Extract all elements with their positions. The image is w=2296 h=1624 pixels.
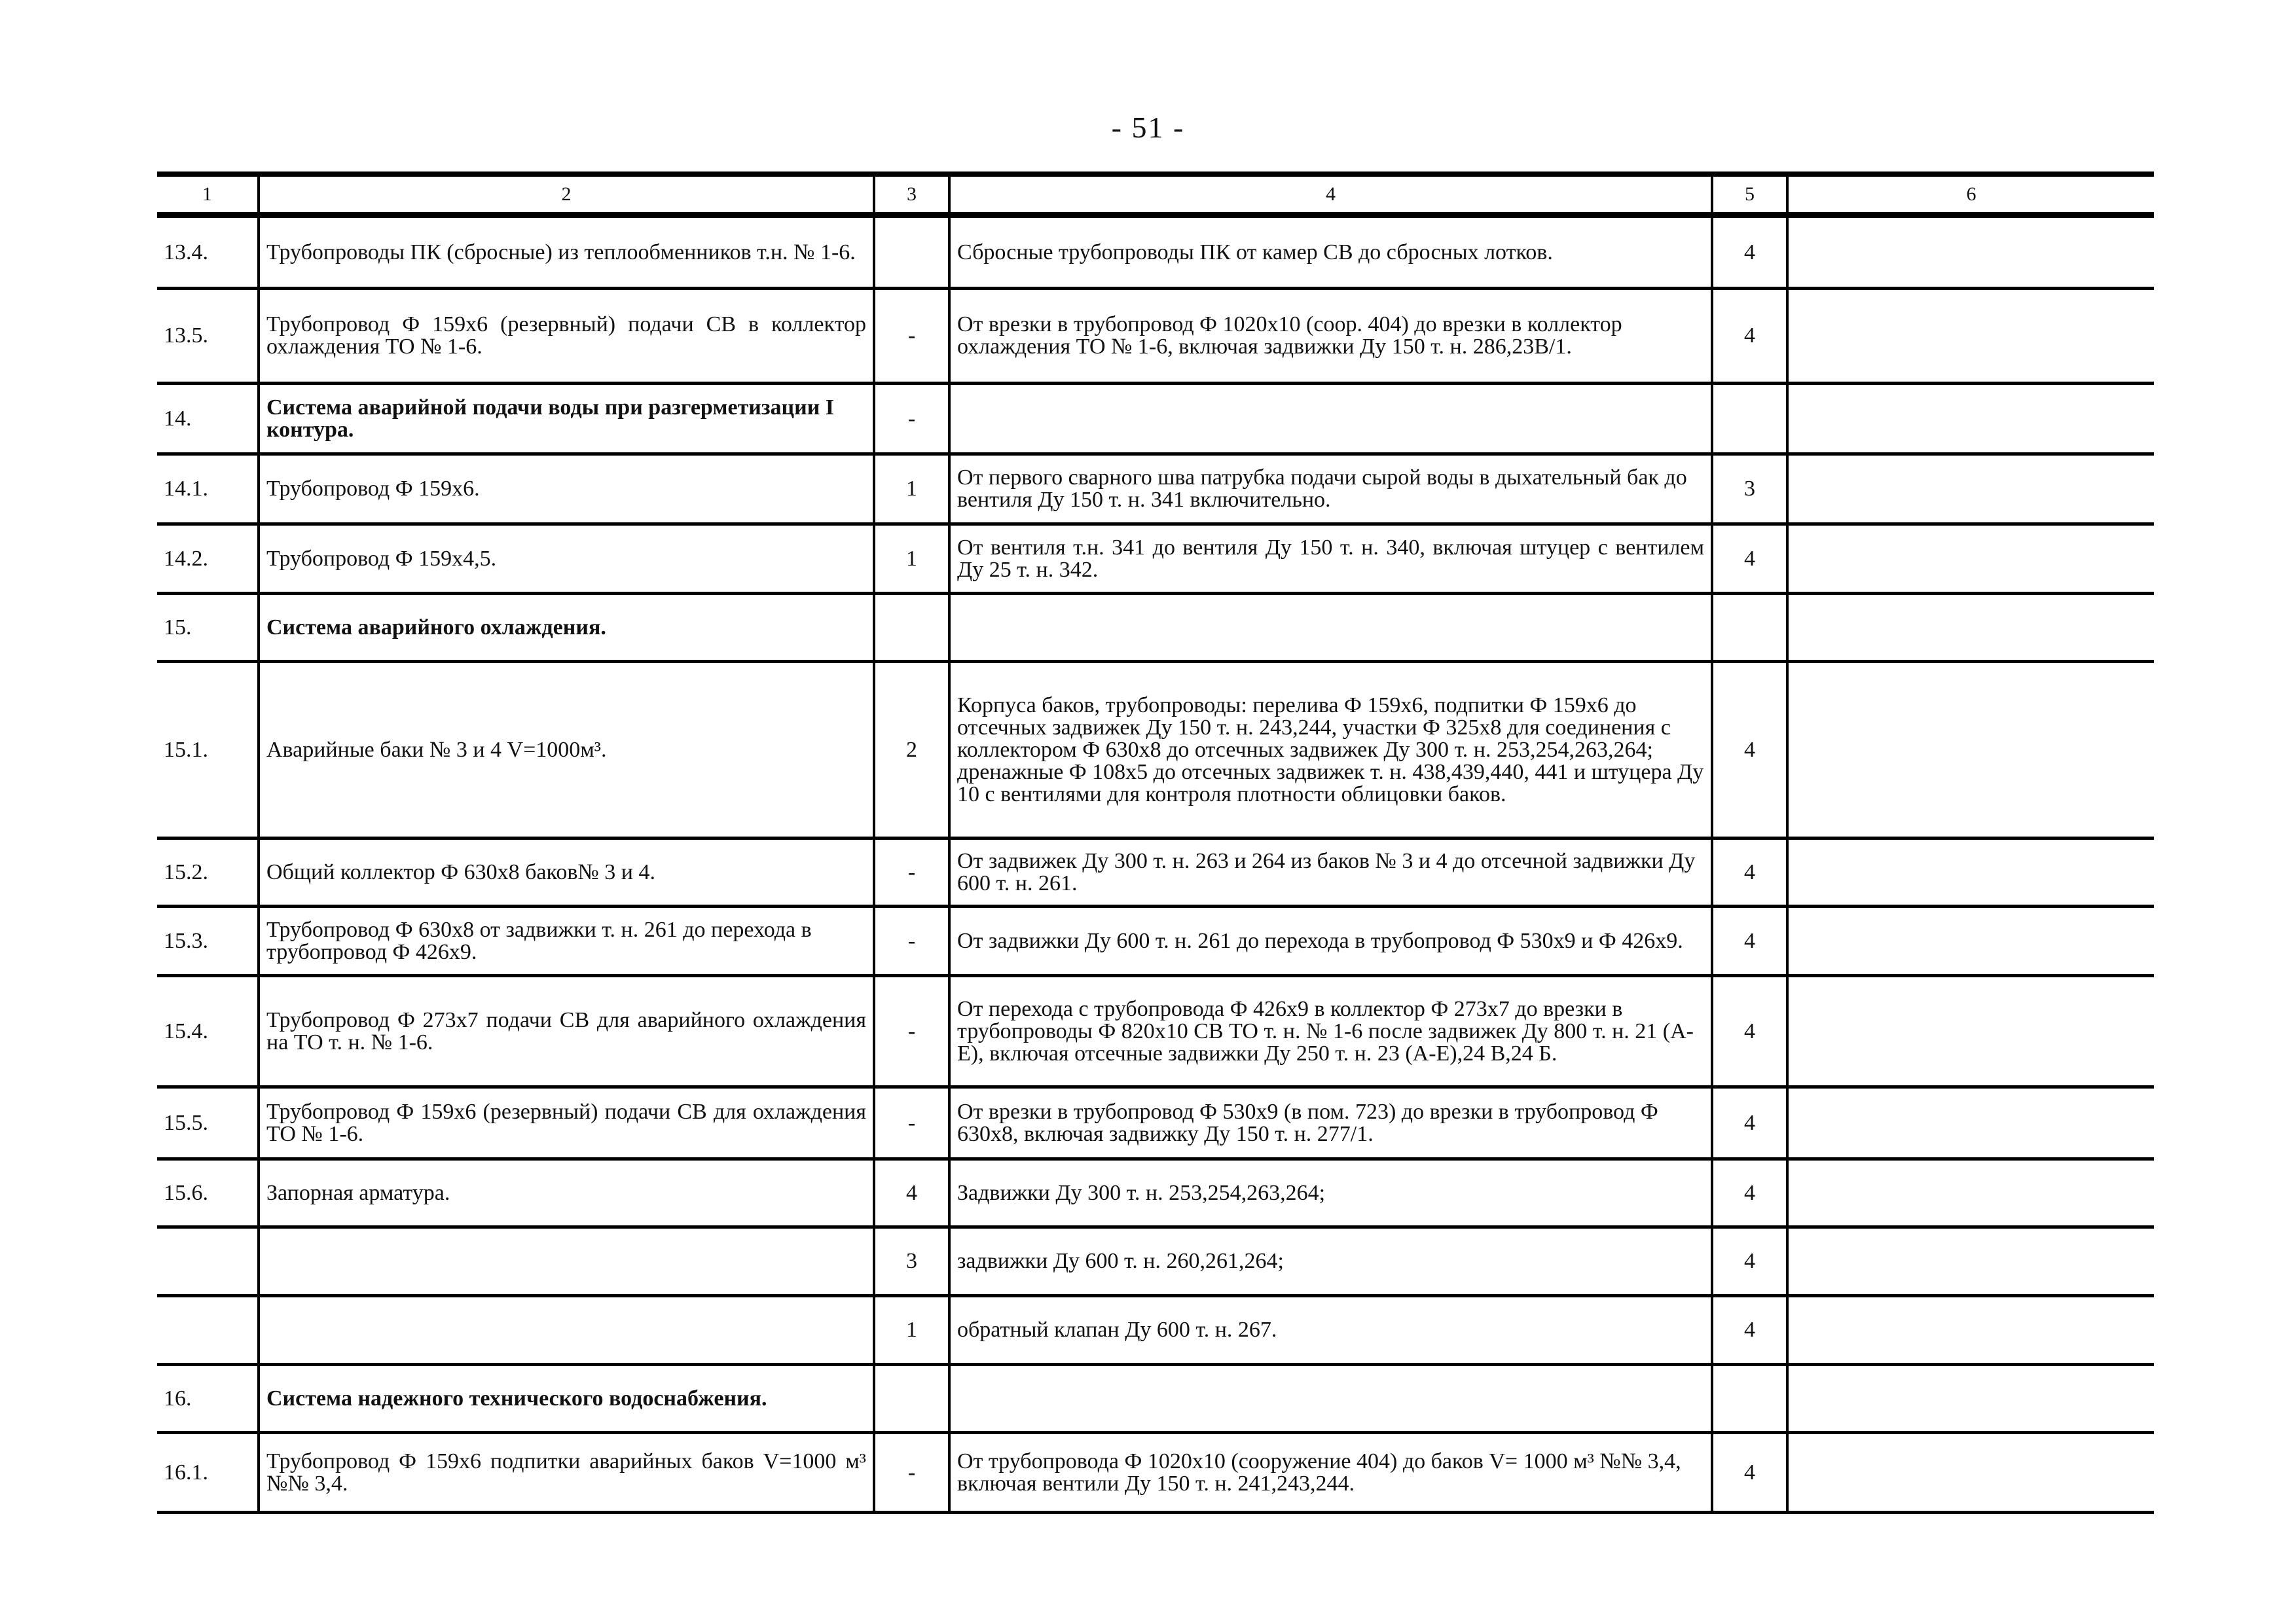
row-name xyxy=(259,1227,874,1296)
table-row xyxy=(157,454,2154,524)
row-description: обратный клапан Ду 600 т. н. 267. xyxy=(949,1296,1712,1365)
column-header: 6 xyxy=(1787,174,2154,215)
row-category: 4 xyxy=(1712,907,1787,976)
row-description xyxy=(949,384,1712,454)
row-category: 4 xyxy=(1712,1159,1787,1227)
row-name: Трубопровод Ф 159х6 (резервный) подачи СВ для охлаждения ТО № 1-6. xyxy=(259,1087,874,1159)
row-note xyxy=(1787,384,2154,454)
row-quantity: - xyxy=(874,839,949,907)
row-name: Система надежного технического водоснабжения. xyxy=(259,1365,874,1433)
page-number: - 51 - xyxy=(1111,111,1185,144)
row-number: 16. xyxy=(157,1365,259,1433)
row-number: 16.1. xyxy=(157,1433,259,1513)
row-quantity: 1 xyxy=(874,454,949,524)
table-row xyxy=(157,839,2154,907)
row-note xyxy=(1787,907,2154,976)
row-name: Трубопровод Ф 159х6 подпитки аварийных баков V=1000 м³ №№ 3,4. xyxy=(259,1433,874,1513)
row-number: 15.3. xyxy=(157,907,259,976)
row-category: 4 xyxy=(1712,662,1787,839)
row-quantity: - xyxy=(874,976,949,1087)
column-header-row xyxy=(157,174,2154,215)
row-number: 14.2. xyxy=(157,524,259,594)
row-category: 4 xyxy=(1712,1227,1787,1296)
row-description: задвижки Ду 600 т. н. 260,261,264; xyxy=(949,1227,1712,1296)
row-quantity: 3 xyxy=(874,1227,949,1296)
row-note xyxy=(1787,976,2154,1087)
row-note xyxy=(1787,524,2154,594)
row-note xyxy=(1787,662,2154,839)
table-row xyxy=(157,524,2154,594)
row-name: Трубопровод Ф 159х6 (резервный) подачи СВ в коллектор охлаждения ТО № 1-6. xyxy=(259,289,874,384)
equipment-table xyxy=(157,171,2154,1514)
table-row xyxy=(157,907,2154,976)
row-category: 4 xyxy=(1712,976,1787,1087)
table-row xyxy=(157,215,2154,289)
row-category: 4 xyxy=(1712,1433,1787,1513)
column-header: 3 xyxy=(874,174,949,215)
row-description: От задвижек Ду 300 т. н. 263 и 264 из баков № 3 и 4 до отсечной задвижки Ду 600 т. н. 261. xyxy=(949,839,1712,907)
table-row xyxy=(157,1227,2154,1296)
row-quantity: - xyxy=(874,384,949,454)
row-category: 4 xyxy=(1712,1087,1787,1159)
row-category xyxy=(1712,594,1787,662)
table-row xyxy=(157,976,2154,1087)
column-header: 4 xyxy=(949,174,1712,215)
row-note xyxy=(1787,1296,2154,1365)
row-number: 15.1. xyxy=(157,662,259,839)
row-description: Корпуса баков, трубопроводы: перелива Ф 159х6, подпитки Ф 159х6 до отсечных задвижек Ду 150 т. н. 243,244, участки Ф 325х8 для соединения с коллектором Ф 630х8 до отсечных задвижек Ду 300 т. н. 253,254,263,264; дренажные Ф 108х5 до отсечных задвижек т. н. 438,439,440, 441 и штуцера Ду 10 с вентилями для контроля плотности облицовки баков. xyxy=(949,662,1712,839)
row-quantity: - xyxy=(874,289,949,384)
row-note xyxy=(1787,289,2154,384)
row-name: Общий коллектор Ф 630х8 баков№ 3 и 4. xyxy=(259,839,874,907)
table-row xyxy=(157,1365,2154,1433)
row-quantity: - xyxy=(874,1087,949,1159)
row-category: 4 xyxy=(1712,215,1787,289)
row-note xyxy=(1787,215,2154,289)
row-name: Запорная арматура. xyxy=(259,1159,874,1227)
row-number: 15.6. xyxy=(157,1159,259,1227)
row-number xyxy=(157,1227,259,1296)
row-note xyxy=(1787,1227,2154,1296)
row-description xyxy=(949,1365,1712,1433)
row-description: От врезки в трубопровод Ф 530х9 (в пом. 723) до врезки в трубопровод Ф 630х8, включая задвижку Ду 150 т. н. 277/1. xyxy=(949,1087,1712,1159)
row-number: 14.1. xyxy=(157,454,259,524)
row-number: 15.2. xyxy=(157,839,259,907)
row-note xyxy=(1787,594,2154,662)
row-note xyxy=(1787,1433,2154,1513)
row-quantity xyxy=(874,594,949,662)
row-name: Аварийные баки № 3 и 4 V=1000м³. xyxy=(259,662,874,839)
row-description: От первого сварного шва патрубка подачи сырой воды в дыхательный бак до вентиля Ду 150 т. н. 341 включительно. xyxy=(949,454,1712,524)
column-header: 1 xyxy=(157,174,259,215)
row-description: От вентиля т.н. 341 до вентиля Ду 150 т. н. 340, включая штуцер с вентилем Ду 25 т. н. 342. xyxy=(949,524,1712,594)
row-note xyxy=(1787,839,2154,907)
table-row xyxy=(157,662,2154,839)
row-category: 3 xyxy=(1712,454,1787,524)
row-number: 13.4. xyxy=(157,215,259,289)
row-name: Трубопровод Ф 159х4,5. xyxy=(259,524,874,594)
row-category: 4 xyxy=(1712,289,1787,384)
row-number xyxy=(157,1296,259,1365)
row-quantity: 4 xyxy=(874,1159,949,1227)
row-category: 4 xyxy=(1712,524,1787,594)
row-name xyxy=(259,1296,874,1365)
row-quantity: - xyxy=(874,1433,949,1513)
row-number: 15.4. xyxy=(157,976,259,1087)
row-number: 13.5. xyxy=(157,289,259,384)
row-quantity: - xyxy=(874,907,949,976)
row-name: Трубопроводы ПК (сбросные) из теплообменников т.н. № 1-6. xyxy=(259,215,874,289)
row-category xyxy=(1712,384,1787,454)
row-description: От трубопровода Ф 1020х10 (сооружение 404) до баков V= 1000 м³ №№ 3,4, включая вентили Ду 150 т. н. 241,243,244. xyxy=(949,1433,1712,1513)
column-header: 2 xyxy=(259,174,874,215)
row-description: От задвижки Ду 600 т. н. 261 до перехода в трубопровод Ф 530х9 и Ф 426х9. xyxy=(949,907,1712,976)
row-quantity: 1 xyxy=(874,1296,949,1365)
row-number: 14. xyxy=(157,384,259,454)
row-note xyxy=(1787,454,2154,524)
row-quantity: 1 xyxy=(874,524,949,594)
row-number: 15.5. xyxy=(157,1087,259,1159)
table-row xyxy=(157,1159,2154,1227)
row-quantity xyxy=(874,215,949,289)
table-row xyxy=(157,1433,2154,1513)
table-row xyxy=(157,1087,2154,1159)
row-name: Трубопровод Ф 630х8 от задвижки т. н. 261 до перехода в трубопровод Ф 426х9. xyxy=(259,907,874,976)
row-description xyxy=(949,594,1712,662)
row-note xyxy=(1787,1159,2154,1227)
row-quantity xyxy=(874,1365,949,1433)
row-name: Трубопровод Ф 159х6. xyxy=(259,454,874,524)
table-row xyxy=(157,289,2154,384)
row-name: Трубопровод Ф 273х7 подачи СВ для аварийного охлаждения на ТО т. н. № 1-6. xyxy=(259,976,874,1087)
row-category: 4 xyxy=(1712,1296,1787,1365)
table-row xyxy=(157,384,2154,454)
row-description: От врезки в трубопровод Ф 1020х10 (соор. 404) до врезки в коллектор охлаждения ТО № 1-6, включая задвижки Ду 150 т. н. 286,23В/1. xyxy=(949,289,1712,384)
table-row xyxy=(157,1296,2154,1365)
row-category xyxy=(1712,1365,1787,1433)
row-description: Задвижки Ду 300 т. н. 253,254,263,264; xyxy=(949,1159,1712,1227)
row-name: Система аварийного охлаждения. xyxy=(259,594,874,662)
row-description: Сбросные трубопроводы ПК от камер СВ до сбросных лотков. xyxy=(949,215,1712,289)
row-note xyxy=(1787,1087,2154,1159)
row-number: 15. xyxy=(157,594,259,662)
row-description: От перехода с трубопровода Ф 426х9 в коллектор Ф 273х7 до врезки в трубопроводы Ф 820х10 СВ ТО т. н. № 1-6 после задвижек Ду 800 т. н. 21 (А-Е), включая отсечные задвижки Ду 250 т. н. 23 (А-Е),24 В,24 Б. xyxy=(949,976,1712,1087)
row-quantity: 2 xyxy=(874,662,949,839)
column-header: 5 xyxy=(1712,174,1787,215)
row-name: Система аварийной подачи воды при разгерметизации I контура. xyxy=(259,384,874,454)
table-row xyxy=(157,594,2154,662)
row-category: 4 xyxy=(1712,839,1787,907)
row-note xyxy=(1787,1365,2154,1433)
